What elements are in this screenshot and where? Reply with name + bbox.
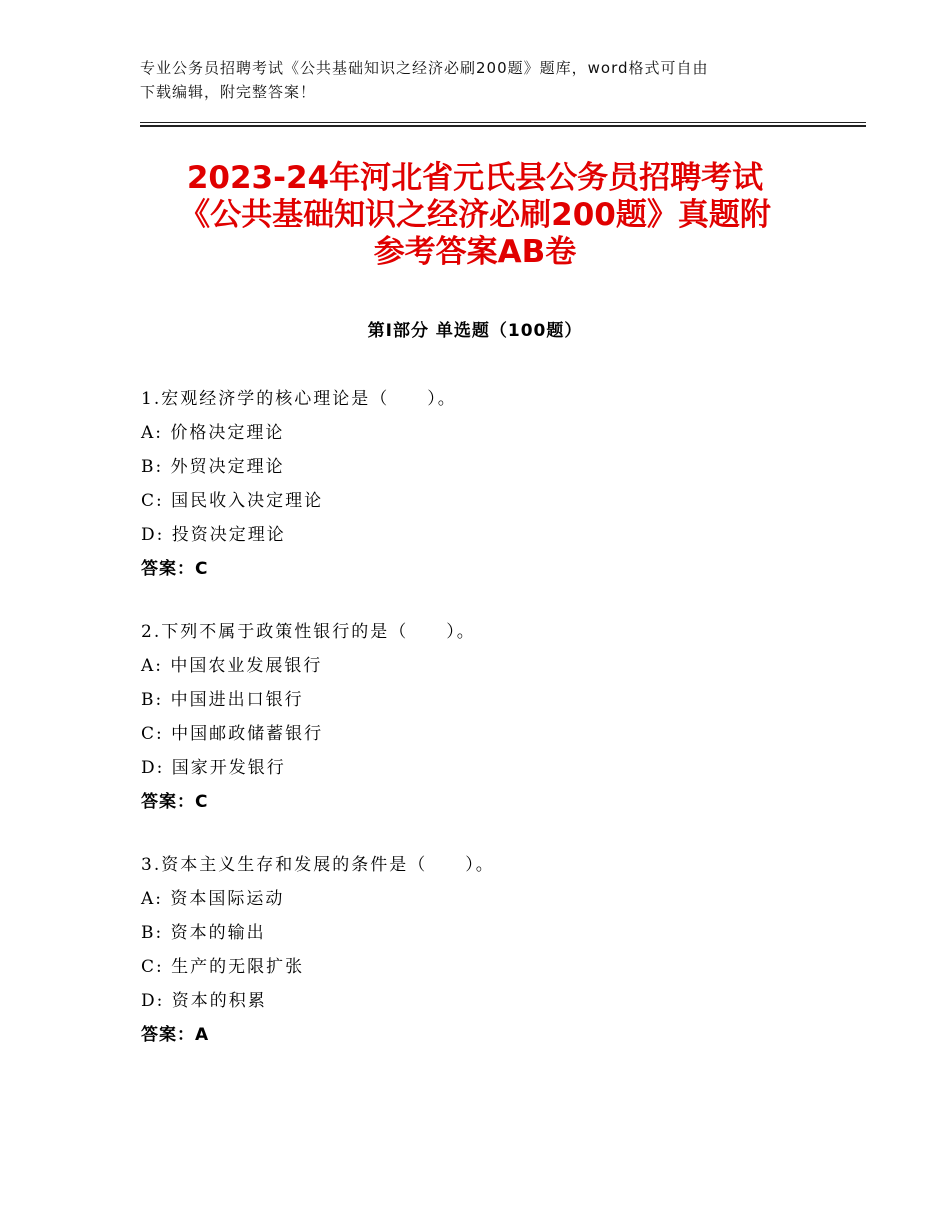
header-note bbox=[140, 56, 820, 104]
question-stem: 2.下列不属于政策性银行的是（ ）。 bbox=[141, 622, 476, 642]
answer-line: 答案：A bbox=[141, 1025, 210, 1045]
title-line: 2023-24年河北省元氏县公务员招聘考试 bbox=[186, 160, 764, 196]
question-stem: 1.宏观经济学的核心理论是（ ）。 bbox=[141, 389, 457, 409]
option-d: D: 资本的积累 bbox=[141, 991, 267, 1011]
option-c: C: 中国邮政储蓄银行 bbox=[141, 724, 324, 744]
option-d: D: 国家开发银行 bbox=[141, 758, 286, 778]
header-divider bbox=[140, 122, 866, 123]
question-item bbox=[141, 848, 821, 1052]
option-b: B: 中国进出口银行 bbox=[141, 690, 304, 710]
option-a: A: 中国农业发展银行 bbox=[141, 656, 323, 676]
option-b: B: 资本的输出 bbox=[141, 923, 266, 943]
option-c: C: 生产的无限扩张 bbox=[141, 957, 305, 977]
option-a: A: 资本国际运动 bbox=[141, 889, 285, 909]
answer-line: 答案：C bbox=[141, 792, 209, 812]
option-b: B: 外贸决定理论 bbox=[141, 457, 285, 477]
question-list bbox=[141, 382, 821, 1081]
question-item bbox=[141, 382, 821, 586]
section-heading: 第Ⅰ部分 单选题（100题） bbox=[367, 321, 583, 341]
document-title bbox=[120, 160, 830, 271]
header-note-line: 下载编辑，附完整答案！ bbox=[140, 83, 317, 101]
title-line: 参考答案AB卷 bbox=[373, 234, 577, 270]
option-d: D: 投资决定理论 bbox=[141, 525, 286, 545]
option-c: C: 国民收入决定理论 bbox=[141, 491, 324, 511]
question-stem: 3.资本主义生存和发展的条件是（ ）。 bbox=[141, 855, 495, 875]
header-note-line: 专业公务员招聘考试《公共基础知识之经济必刷200题》题库，word格式可自由 bbox=[140, 59, 709, 77]
question-item bbox=[141, 615, 821, 819]
answer-line: 答案：C bbox=[141, 559, 209, 579]
option-a: A: 价格决定理论 bbox=[141, 423, 285, 443]
title-line: 《公共基础知识之经济必刷200题》真题附 bbox=[179, 197, 771, 233]
header-divider bbox=[140, 125, 866, 127]
